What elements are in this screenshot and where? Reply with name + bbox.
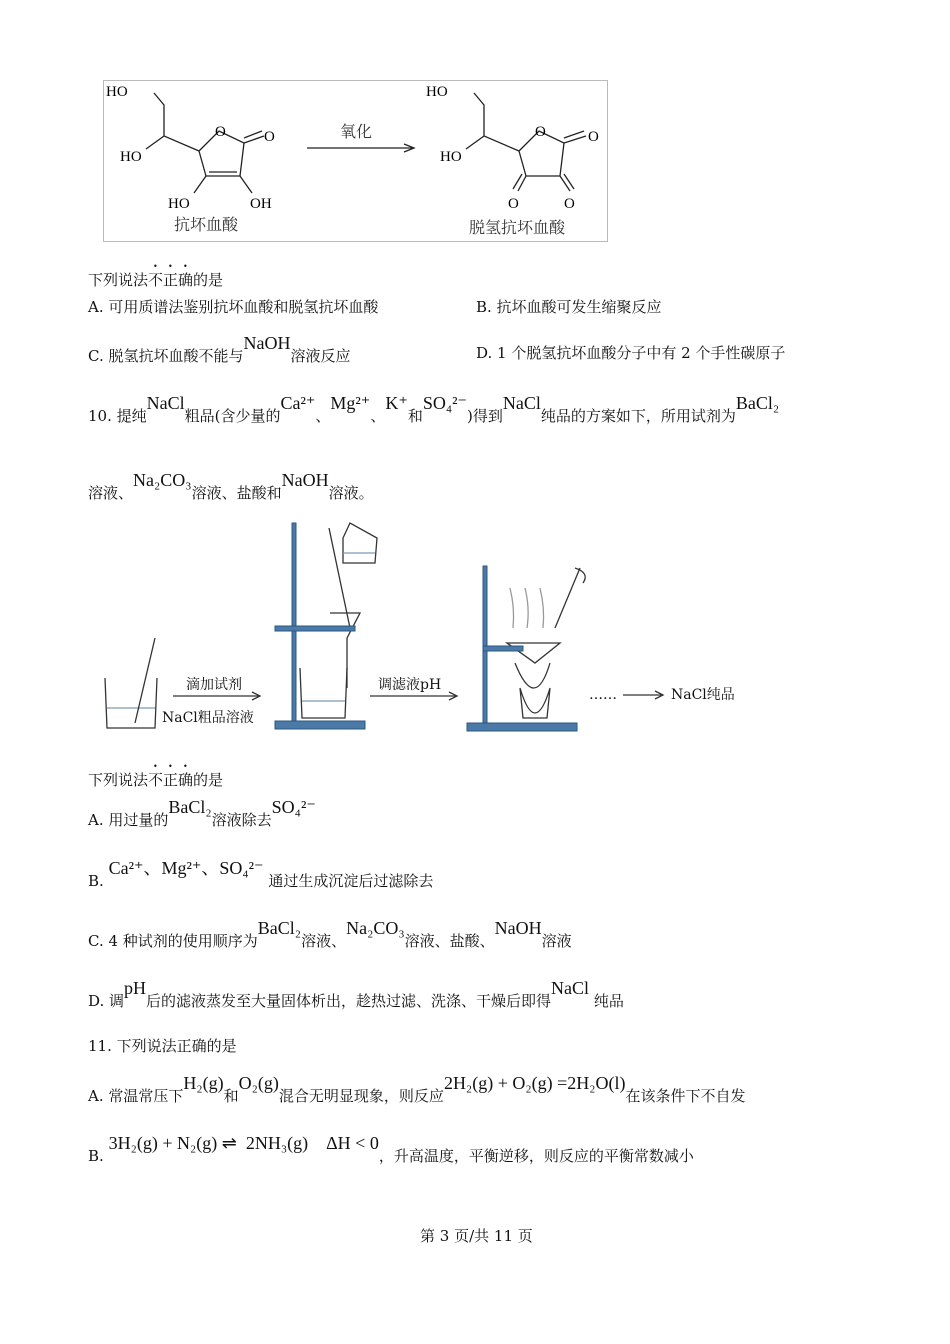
text: 10. 提纯 (88, 407, 147, 425)
formula: H₂(g) (183, 1073, 224, 1093)
product-label: NaCl纯品 (671, 687, 735, 703)
text: A. 常温常压下 (88, 1087, 184, 1105)
text: 、 (370, 407, 386, 425)
group-o: O (215, 124, 226, 140)
text: 和 (407, 407, 423, 425)
text: 溶液、 (301, 932, 347, 950)
q10-option-b (88, 858, 434, 890)
page-footer: 第 3 页/共 11 页 (420, 1227, 533, 1245)
q10-option-d (88, 978, 624, 1010)
formula: O₂(g) (238, 1073, 279, 1093)
formula: 3H₂(g) + N₂(g) ⇌ 2NH₃(g) ΔH < 0 (108, 1133, 379, 1153)
reactant-name: 抗坏血酸 (174, 215, 239, 234)
group-o: O (588, 129, 599, 145)
formula: Ca²⁺、Mg²⁺、SO₄²⁻ (108, 858, 264, 878)
q9-stem (88, 262, 223, 289)
formula: NaCl (502, 393, 541, 413)
q10-stem-line2 (88, 470, 374, 502)
product-name: 脱氢抗坏血酸 (469, 218, 566, 237)
formula: Na₂CO₃ (346, 918, 405, 938)
q11-option-a (88, 1073, 746, 1105)
formula: SO₄²⁻ (271, 797, 316, 817)
text: ，升高温度，平衡逆移，则反应的平衡常数减小 (378, 1147, 694, 1165)
formula: NaOH (243, 333, 291, 353)
text: 、 (315, 407, 331, 425)
formula: NaOH (281, 470, 329, 490)
stem-text: 下列说法 (88, 271, 149, 289)
formula: pH (124, 978, 147, 998)
text: 溶液、盐酸、 (404, 932, 495, 950)
text: 溶液。 (328, 484, 374, 502)
formula: NaCl (146, 393, 185, 413)
q10-option-c (88, 918, 572, 950)
q10-option-a (88, 797, 316, 829)
text: 后的滤液蒸发至大量固体析出，趁热过滤、洗涤、干燥后即得 (146, 992, 552, 1010)
formula: SO₄²⁻ (422, 393, 468, 413)
text: 纯品的方案如下，所用试剂为 (540, 407, 736, 425)
formula: BaCl₂ (257, 918, 302, 938)
text: )得到 (467, 407, 503, 425)
emphasis-text: 不正确 (148, 271, 194, 289)
q11-option-b (88, 1133, 694, 1165)
text: B. (88, 872, 104, 890)
group-o: O (564, 196, 575, 212)
emphasis-text: 不正确 (148, 771, 194, 789)
q9-option-d: D. 1 个脱氢抗坏血酸分子中有 2 个手性碳原子 (476, 344, 786, 362)
group-o: O (264, 129, 275, 145)
text: 溶液除去 (211, 811, 272, 829)
q10-question (88, 762, 223, 789)
text: 溶液、盐酸和 (191, 484, 282, 502)
text: 溶液反应 (290, 347, 351, 365)
text: 混合无明显现象，则反应 (278, 1087, 444, 1105)
arrow-label: 氧化 (340, 122, 373, 141)
formula: Na₂CO₃ (133, 470, 192, 490)
text: 的是 (193, 771, 224, 789)
solution-label: NaCl粗品溶液 (162, 710, 254, 726)
group-o: O (508, 196, 519, 212)
q11-stem: 11. 下列说法正确的是 (88, 1037, 237, 1055)
text: 粗品(含少量的 (184, 407, 281, 425)
apparatus-illustration (95, 518, 755, 738)
formula: NaOH (494, 918, 542, 938)
text: 溶液、 (88, 484, 134, 502)
group-oh: OH (250, 196, 272, 212)
text: 纯品 (593, 992, 624, 1010)
formula: BaCl₂ (735, 393, 780, 413)
text: A. 用过量的 (88, 811, 169, 829)
formula: 2H₂(g) + O₂(g) =2H₂O(l) (443, 1073, 626, 1093)
text: C. 脱氢抗坏血酸不能与 (88, 347, 244, 365)
group-o: O (535, 124, 546, 140)
group-ho: HO (168, 196, 190, 212)
group-ho: HO (440, 149, 462, 165)
stem-text: 的是 (193, 271, 224, 289)
q9-option-a: A. 可用质谱法鉴别抗坏血酸和脱氢抗坏血酸 (88, 298, 379, 316)
formula: BaCl₂ (168, 797, 212, 817)
text: 在该条件下不自发 (625, 1087, 746, 1105)
text: 和 (223, 1087, 239, 1105)
q9-option-b: B. 抗坏血酸可发生缩聚反应 (476, 298, 662, 316)
q9-option-c (88, 333, 351, 365)
text: 溶液 (541, 932, 572, 950)
text: B. (88, 1147, 104, 1165)
group-ho: HO (426, 84, 448, 100)
text: 通过生成沉淀后过滤除去 (268, 872, 434, 890)
ascorbic-acid-figure (103, 80, 608, 242)
text: C. 4 种试剂的使用顺序为 (88, 932, 258, 950)
formula: Ca²⁺ (280, 393, 316, 413)
q10-stem-line1 (88, 393, 780, 425)
group-ho: HO (120, 149, 142, 165)
formula: Mg²⁺ (330, 393, 371, 413)
text: D. 调 (88, 992, 125, 1010)
formula: NaCl (551, 978, 590, 998)
ellipsis: …… (589, 687, 617, 703)
text: 下列说法 (88, 771, 149, 789)
group-ho: HO (106, 84, 128, 100)
step2-label: 调滤液pH (378, 677, 442, 693)
purification-diagram (95, 518, 755, 738)
formula: K⁺ (385, 393, 408, 413)
step1-label: 滴加试剂 (186, 677, 242, 693)
